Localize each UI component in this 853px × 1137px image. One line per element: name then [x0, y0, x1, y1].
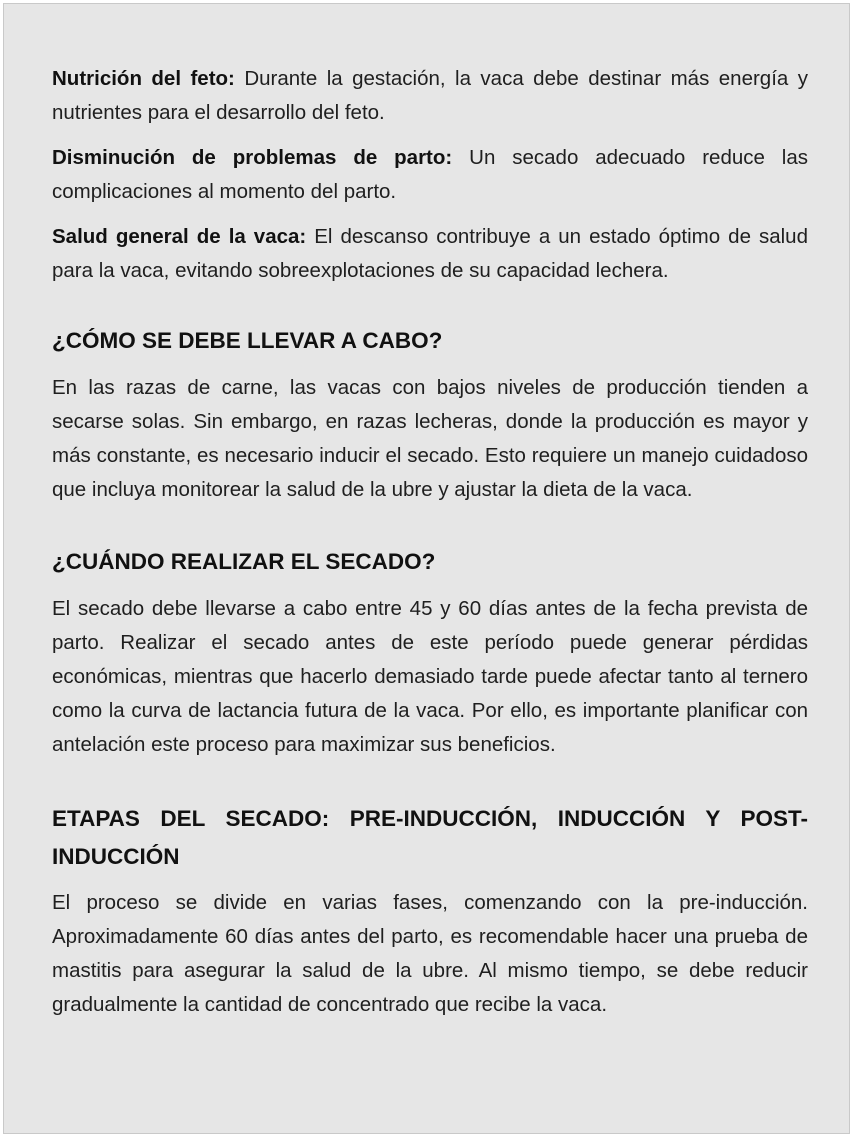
section-body-when: El secado debe llevarse a cabo entre 45 y 60 días antes de la fecha prevista de parto. Realizar el secado antes de este período puede generar pérdidas económicas, mientras que hacerlo demasiado tarde puede afectar tanto al ternero como la curva de lactancia futura de la vaca. Por ello, es importante planificar con antelación este proceso para maximizar sus beneficios.	[52, 597, 808, 756]
intro-text: El descanso contribuye a un estado óptimo de salud para la vaca, evitando sobreexplotaciones de su capacidad lechera.	[52, 225, 808, 282]
section-heading-how: ¿CÓMO SE DEBE LLEVAR A CABO?	[52, 328, 443, 353]
document-content	[52, 62, 808, 1022]
intro-term: Disminución de problemas de parto:	[52, 146, 453, 169]
section-heading-when: ¿CUÁNDO REALIZAR EL SECADO?	[52, 549, 436, 574]
intro-term: Nutrición del feto:	[52, 67, 235, 90]
section-body-how: En las razas de carne, las vacas con bajos niveles de producción tienden a secarse solas. Sin embargo, en razas lecheras, donde la producción es mayor y más constante, es necesario inducir el secado. Esto requiere un manejo cuidadoso que incluya monitorear la salud de la ubre y ajustar la dieta de la vaca.	[52, 376, 808, 501]
intro-item-birth-problems	[52, 141, 808, 209]
section-body-stages: El proceso se divide en varias fases, comenzando con la pre-inducción. Aproximadamente 60 días antes del parto, es recomendable hacer una prueba de mastitis para asegurar la salud de la ubre. Al mismo tiempo, se debe reducir gradualmente la cantidad de concentrado que recibe la vaca.	[52, 891, 808, 1016]
intro-text: Un secado adecuado reduce las complicaciones al momento del parto.	[52, 146, 809, 203]
document-page	[3, 3, 850, 1134]
intro-term: Salud general de la vaca:	[52, 225, 307, 248]
section-heading-stages: ETAPAS DEL SECADO: PRE-INDUCCIÓN, INDUCCIÓN Y POST-INDUCCIÓN	[52, 806, 808, 869]
intro-item-cow-health	[52, 220, 808, 288]
intro-item-fetal-nutrition	[52, 62, 808, 130]
intro-text: Durante la gestación, la vaca debe destinar más energía y nutrientes para el desarrollo del feto.	[52, 67, 808, 124]
